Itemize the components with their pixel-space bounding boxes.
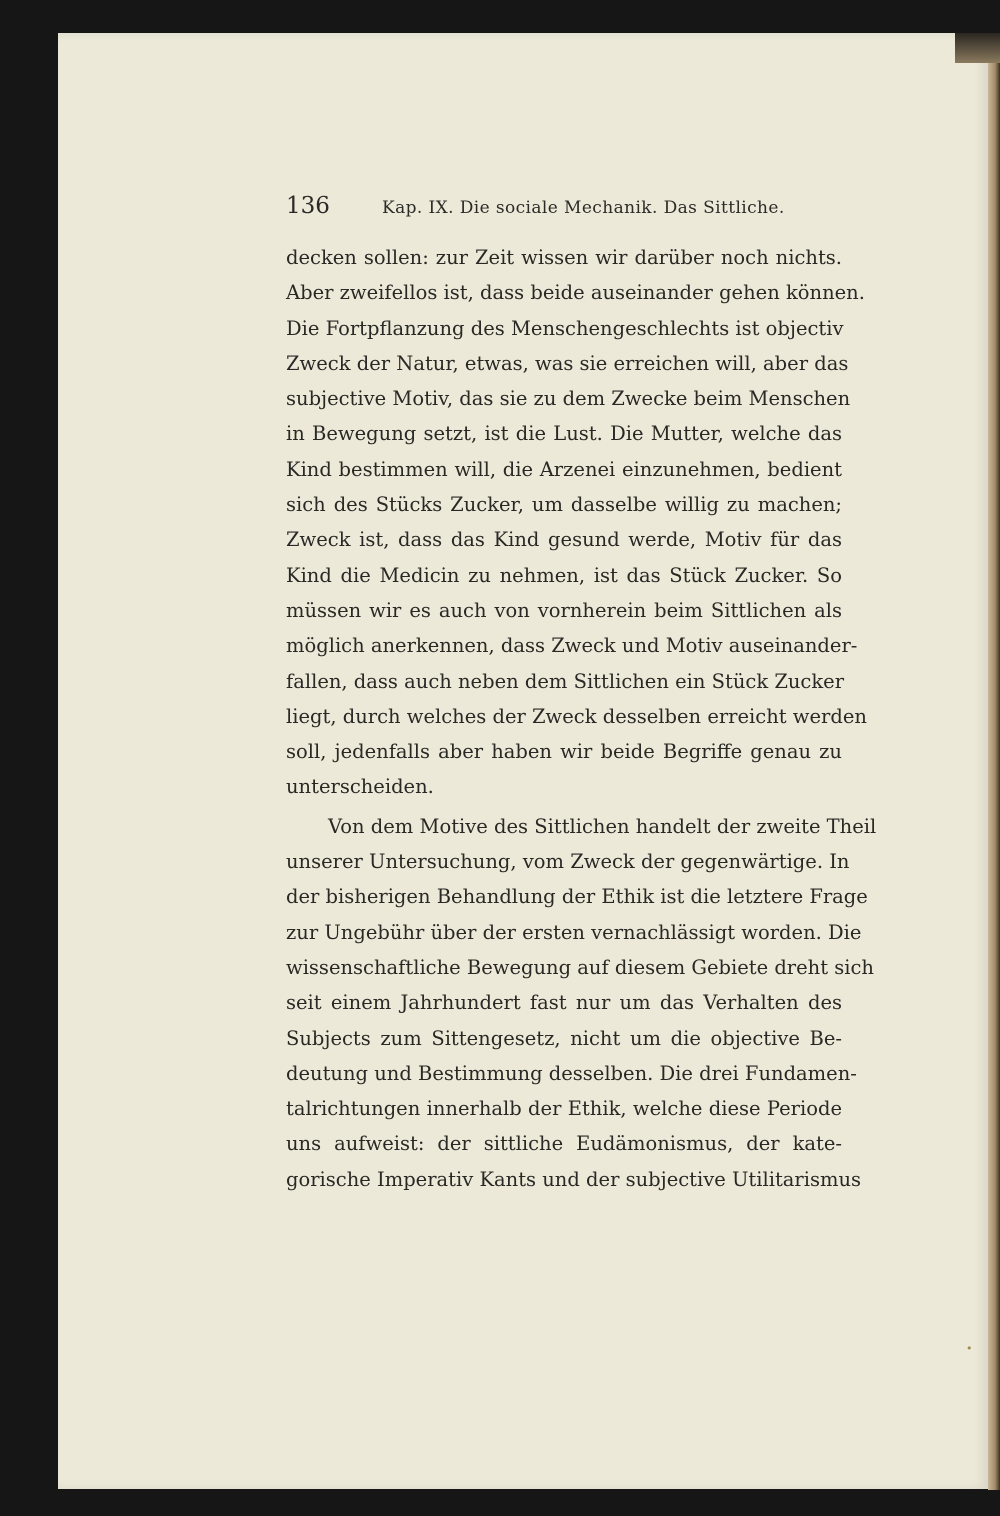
page-header [286,193,846,229]
text-line: in Bewegung setzt, ist die Lust. Die Mutter, welche das [286,422,842,446]
ink-speck-mark: • [966,1342,973,1355]
text-line: unserer Untersuchung, vom Zweck der gegenwärtige. In [286,850,850,874]
page-edge [988,60,1000,1490]
text-line: gorische Imperativ Kants und der subjective Utilitarismus [286,1167,862,1191]
text-line: talrichtungen innerhalb der Ethik, welche diese Periode [286,1097,842,1121]
body-text [286,240,877,1197]
text-line: Subjects zum Sittengesetz, nicht um die objective Be- [286,1026,842,1050]
page-edge-corner [955,33,1000,63]
text-line: deutung und Bestimmung desselben. Die drei Fundamen- [286,1061,857,1085]
text-line: unterscheiden. [286,775,434,799]
text-line: seit einem Jahrhundert fast nur um das Verhalten des [286,991,842,1015]
text-line: fallen, dass auch neben dem Sittlichen ein Stück Zucker [286,669,845,693]
text-line: möglich anerkennen, dass Zweck und Motiv auseinander- [286,634,858,658]
running-head: Kap. IX. Die sociale Mechanik. Das Sittliche. [382,198,785,218]
text-line: Kind bestimmen will, die Arzenei einzunehmen, bedient [286,457,842,481]
text-line: Kind die Medicin zu nehmen, ist das Stück Zucker. So [286,563,842,587]
page-number: 136 [286,193,330,219]
text-line: Von dem Motive des Sittlichen handelt der zweite Theil [328,814,877,838]
text-line: uns aufweist: der sittliche Eudämonismus, der kate- [286,1132,842,1156]
text-line: wissenschaftliche Bewegung auf diesem Gebiete dreht sich [286,955,874,979]
text-line: Zweck ist, dass das Kind gesund werde, Motiv für das [286,528,842,552]
text-line: Zweck der Natur, etwas, was sie erreichen will, aber das [286,351,849,375]
text-line: soll, jedenfalls aber haben wir beide Begriffe genau zu [286,740,842,764]
text-line: zur Ungebühr über der ersten vernachlässigt worden. Die [286,920,862,944]
text-line: Die Fortpflanzung des Menschengeschlechts ist objectiv [286,316,844,340]
paragraph [286,240,867,805]
text-line: sich des Stücks Zucker, um dasselbe willig zu machen; [286,493,842,517]
text-line: der bisherigen Behandlung der Ethik ist die letztere Frage [286,885,868,909]
text-line: decken sollen: zur Zeit wissen wir darüber noch nichts. [286,246,842,269]
text-line: Aber zweifellos ist, dass beide auseinander gehen können. [286,281,865,305]
text-line: subjective Motiv, das sie zu dem Zwecke beim Menschen [286,387,851,411]
text-line: müssen wir es auch von vornherein beim Sittlichen als [286,598,842,622]
paragraph [286,809,877,1197]
text-line: liegt, durch welches der Zweck desselben erreicht werden [286,704,867,728]
